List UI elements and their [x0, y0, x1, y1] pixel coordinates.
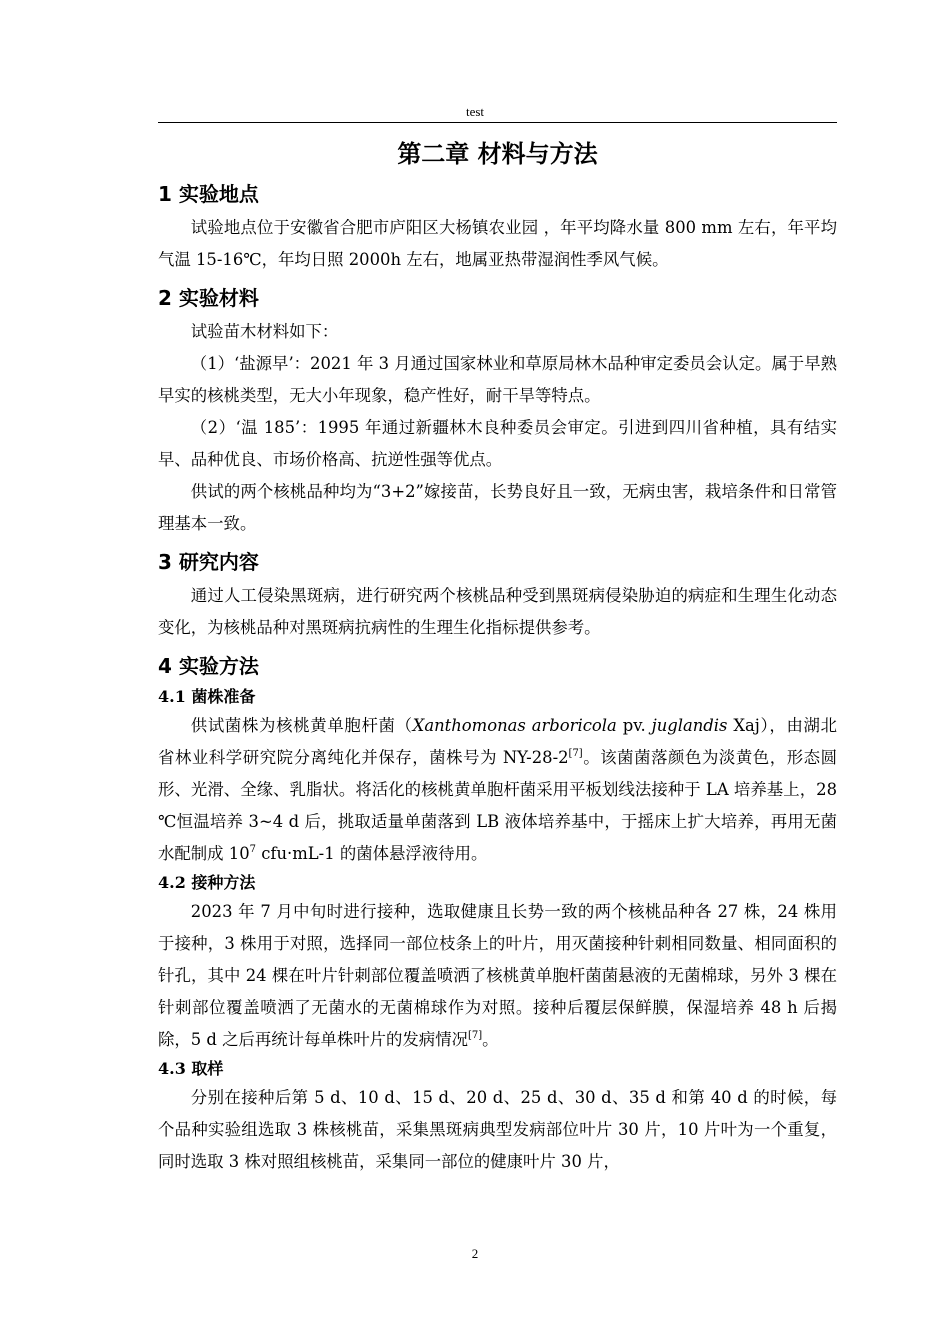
section-heading-1: 1 实验地点 [158, 182, 259, 206]
section-heading-4: 4 实验方法 [158, 654, 259, 678]
paragraph-sampling: 分别在接种后第 5 d、10 d、15 d、20 d、25 d、30 d、35 d 和第 40 d 的时候，每个品种实验组选取 3 株核桃苗，采集黑斑病典型发病部位叶片 30 片，10 片叶为一个重复，同时选取 3 株对照组核桃苗，采集同一部位的健康叶片 30 片， [158, 1088, 837, 1171]
page-number: 2 [471, 1246, 479, 1261]
text-run: Xaj），由湖北省林业科学研究院分离纯化并保存，菌株号为 NY-28-2 [158, 716, 838, 767]
paragraph-materials-intro: 试验苗木材料如下： [190, 322, 339, 341]
paragraph-seedlings: 供试的两个核桃品种均为“3+2”嫁接苗，长势良好且一致，无病虫害，栽培条件和日常管理基本一致。 [158, 482, 837, 533]
section-heading-2: 2 实验材料 [158, 286, 259, 310]
subsection-heading-4-1: 4.1 菌株准备 [158, 687, 256, 706]
paragraph-research-content: 通过人工侵染黑斑病，进行研究两个核桃品种受到黑斑病侵染胁迫的病症和生理生化动态变化，为核桃品种对黑斑病抗病性的生理生化指标提供参考。 [158, 586, 837, 637]
chapter-title: 第二章 材料与方法 [397, 140, 598, 168]
scientific-name: juglandis [651, 716, 728, 735]
text-run: 供试菌株为核桃黄单胞杆菌（ [190, 716, 413, 735]
text-run: 2023 年 7 月中旬时进行接种，选取健康且长势一致的两个核桃品种各 27 株，24 株用于接种，3 株用于对照，选择同一部位枝条上的叶片，用灭菌接种针刺相同数量、相同面积的针孔，其中 24 棵在叶片针刺部位覆盖喷洒了核桃黄单胞杆菌菌悬液的无菌棉球，另外 3 棵在针刺部位覆盖喷洒了无菌水的无菌棉球作为对照。接种后覆层保鲜膜，保湿培养 48 h 后揭除，5 d 之后再统计每单株叶片的发病情况 [158, 902, 837, 1049]
citation-reference: [7] [568, 748, 583, 759]
subsection-heading-4-2: 4.2 接种方法 [158, 873, 256, 892]
scientific-name: Xanthomonas arboricola [412, 716, 617, 735]
running-header: test [465, 104, 485, 119]
page-content [158, 132, 837, 1178]
text-run: 。该菌菌落颜色为淡黄色，形态圆形、光滑、全缘、乳脂状。将活化的核桃黄单胞杆菌采用平板划线法接种于 LA 培养基上，28 ℃恒温培养 3~4 d 后，挑取适量单菌落到 LB 液体培养基中，于摇床上扩大培养，再用无菌水配制成 10 [158, 748, 838, 863]
header-divider [158, 122, 837, 123]
paragraph-variety-2: （2）‘温 185’：1995 年通过新疆林木良种委员会审定。引进到四川省种植，具有结实早、品种优良、市场价格高、抗逆性强等优点。 [158, 418, 837, 469]
superscript-exponent: 7 [249, 844, 257, 855]
text-run: cfu·mL-1 的菌体悬浮液待用。 [256, 844, 488, 863]
paragraph-strain-preparation [158, 710, 837, 870]
paragraph-experiment-site: 试验地点位于安徽省合肥市庐阳区大杨镇农业园 ，年平均降水量 800 mm 左右，年平均气温 15-16℃，年均日照 2000h 左右，地属亚热带湿润性季风气候。 [158, 218, 837, 269]
paragraph-variety-1: （1）‘盐源早’：2021 年 3 月通过国家林业和草原局林木品种审定委员会认定。属于早熟早实的核桃类型，无大小年现象，稳产性好，耐干旱等特点。 [158, 354, 837, 405]
citation-reference: [7] [467, 1030, 483, 1041]
subsection-heading-4-3: 4.3 取样 [158, 1059, 224, 1078]
section-heading-3: 3 研究内容 [158, 550, 259, 574]
paragraph-inoculation-method [158, 896, 837, 1056]
text-run: pv. [616, 716, 652, 735]
text-run: 。 [482, 1030, 499, 1049]
